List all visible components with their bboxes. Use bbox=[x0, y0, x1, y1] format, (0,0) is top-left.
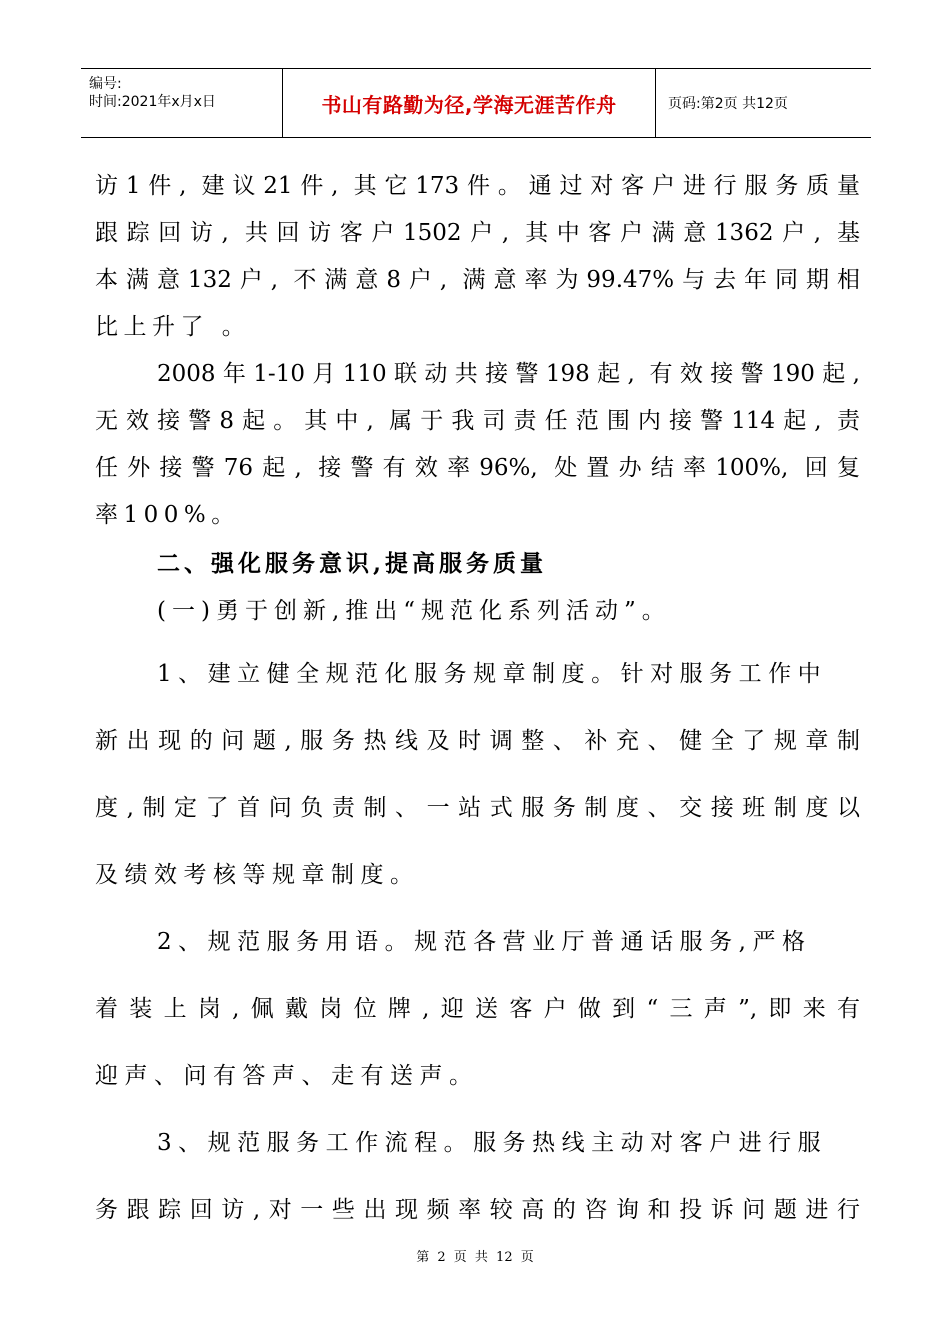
body-line: 率100%。 bbox=[95, 502, 240, 528]
body-line: 2、规范服务用语。规范各营业厅普通话服务,严格 bbox=[157, 929, 812, 955]
body-line: 跟踪回访, 共回访客户1502户, 其中客户满意1362户, 基 bbox=[95, 220, 860, 246]
body-line: 1、建立健全规范化服务规章制度。针对服务工作中 bbox=[157, 661, 828, 687]
header-page-info: 页码:第2页 共12页 bbox=[668, 96, 788, 112]
body-line: 无效接警8起。其中, 属于我司责任范围内接警114起, 责 bbox=[95, 408, 860, 434]
header-meta bbox=[81, 69, 283, 137]
document-number: 编号: bbox=[89, 76, 122, 92]
body-line: 本满意132户, 不满意8户, 满意率为99.47%与去年同期相 bbox=[95, 267, 860, 293]
body-line: 着装上岗,佩戴岗位牌,迎送客户做到“三声”,即来有 bbox=[95, 996, 860, 1022]
subsection-heading: (一)勇于创新,推出“规范化系列活动”。 bbox=[157, 598, 671, 624]
header-motto: 书山有路勤为径,学海无涯苦作舟 bbox=[283, 69, 656, 137]
body-line: 2008年1-10月110联动共接警198起, 有效接警190起, bbox=[157, 361, 860, 387]
body-line: 及绩效考核等规章制度。 bbox=[95, 862, 420, 888]
body-line: 任外接警76起, 接警有效率96%, 处置办结率100%, 回复 bbox=[95, 455, 860, 481]
page-footer: 第 2 页 共 12 页 bbox=[416, 1250, 534, 1265]
page-header bbox=[81, 68, 871, 138]
body-line: 迎声、问有答声、走有送声。 bbox=[95, 1063, 479, 1089]
body-line: 比上升了 。 bbox=[95, 314, 251, 340]
body-line: 新出现的问题,服务热线及时调整、补充、健全了规章制 bbox=[95, 728, 860, 754]
body-line: 3、规范服务工作流程。服务热线主动对客户进行服 bbox=[157, 1130, 828, 1156]
document-date: 时间:2021年x月x日 bbox=[89, 94, 216, 110]
body-line: 务跟踪回访,对一些出现频率较高的咨询和投诉问题进行 bbox=[95, 1197, 860, 1223]
section-heading: 二、强化服务意识,提高服务质量 bbox=[157, 550, 548, 577]
body-line: 访1件, 建议21件, 其它173件。通过对客户进行服务质量 bbox=[95, 173, 860, 199]
body-line: 度,制定了首问负责制、一站式服务制度、交接班制度以 bbox=[95, 795, 860, 821]
